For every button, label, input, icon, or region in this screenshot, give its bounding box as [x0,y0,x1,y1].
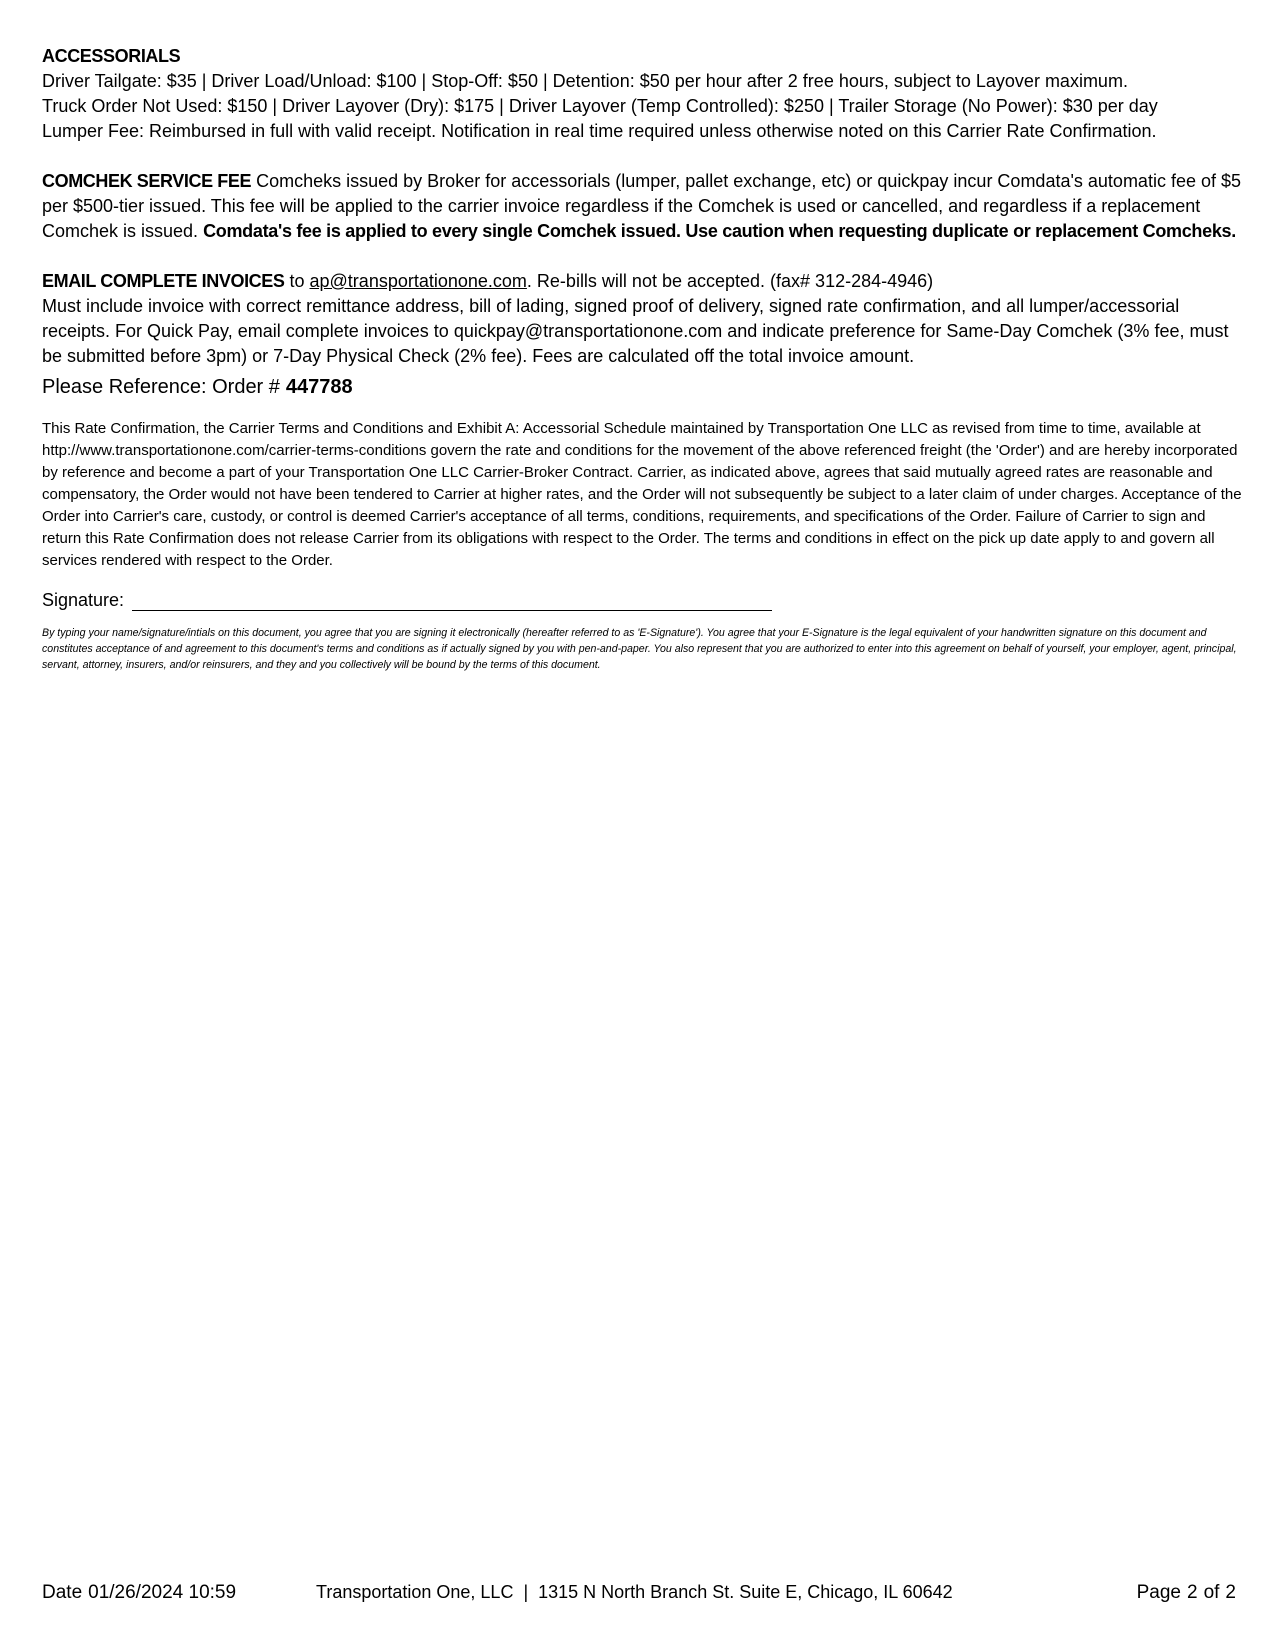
invoices-section [42,269,1242,369]
invoices-heading: EMAIL COMPLETE INVOICES [42,271,285,291]
comchek-warning: Comdata's fee is applied to every single Comchek issued. Use caution when requesting duplicate or replacement Comcheks. [203,221,1236,241]
page-label: Page [1136,1582,1181,1603]
signature-row [42,590,1242,611]
footer-date [42,1582,236,1604]
document-page [42,44,1242,673]
footer-company: Transportation One, LLC | 1315 N North Branch St. Suite E, Chicago, IL 60642 [316,1582,953,1602]
order-reference [42,374,1242,400]
accessorials-heading: ACCESSORIALS [42,46,181,66]
ap-email-link[interactable]: ap@transportationone.com [309,271,527,291]
order-reference-label: Please Reference: Order # [42,376,280,398]
invoices-rebill-note: . Re-bills will not be accepted. (fax# 312-284-4946) [526,271,934,291]
comchek-section [42,169,1242,244]
date-label: Date [42,1582,83,1603]
page-current: 2 [1186,1582,1198,1603]
comchek-text: Comcheks issued by Broker for accessorials (lumper, pallet exchange, etc) or quickpay incur Comdata's automatic fee of $5 per $500-tier issued. This fee will be applied to the carrier invoice regardless if the Comchek is used or cancelled, and regardless if a replacement Comchek is issued. [42,171,1242,241]
order-number: 447788 [285,376,353,398]
page-total: 2 [1225,1582,1236,1603]
accessorials-line: Truck Order Not Used: $150 | Driver Layover (Dry): $175 | Driver Layover (Temp Controlled): $250 | Trailer Storage (No Power): $30 per day [42,96,1158,116]
date-value: 01/26/2024 10:59 [88,1582,237,1603]
accessorials-line: Lumper Fee: Reimbursed in full with valid receipt. Notification in real time required unless otherwise noted on this Carrier Rate Confirmation. [42,121,1157,141]
signature-label: Signature: [42,590,125,610]
accessorials-section [42,44,1242,144]
invoices-text: Must include invoice with correct remittance address, bill of lading, signed proof of delivery, signed rate confirmation, and all lumper/accessorial receipts. For Quick Pay, email complete invoices to quickpay@transportationone.com and indicate preference for Same-Day Comchek (3% fee, must be submitted before 3pm) or 7-Day Physical Check (2% fee). Fees are calculated off the total invoice amount. [42,296,1229,366]
terms-paragraph: This Rate Confirmation, the Carrier Terms and Conditions and Exhibit A: Accessorial Schedule maintained by Transportation One LLC as revised from time to time, available at http://www.transportationone.com/carrier-terms-conditions govern the rate and conditions for the movement of the above referenced freight (the 'Order') and are hereby incorporated by reference and become a part of your Transportation One LLC Carrier-Broker Contract. Carrier, as indicated above, agrees that said mutually agreed rates are reasonable and compensatory, the Order would not have been tendered to Carrier at higher rates, and the Order will not subsequently be subject to a later claim of under charges. Acceptance of the Order into Carrier's care, custody, or control is deemed Carrier's acceptance of all terms, conditions, requirements, and specifications of the Order. Failure of Carrier to sign and return this Rate Confirmation does not release Carrier from its obligations with respect to the Order. The terms and conditions in effect on the pick up date apply to and govern all services rendered with respect to the Order. [42,420,1242,569]
comchek-heading: COMCHEK SERVICE FEE [42,171,252,191]
esignature-notice: By typing your name/signature/intials on this document, you agree that you are signing it electronically (hereafter referred to as 'E-Signature'). You agree that your E-Signature is the legal equivalent of your handwritten signature on this document and constitutes acceptance of and agreement to this document's terms and conditions as if actually signed by you with pen-and-paper. You also represent that you are authorized to enter into this agreement on behalf of yourself, your employer, agent, principal, servant, attorney, insurers, and/or reinsurers, and they and you collectively will be bound by the terms of this document. [42,627,1237,671]
footer-page-number [1137,1582,1236,1604]
accessorials-line: Driver Tailgate: $35 | Driver Load/Unload: $100 | Stop-Off: $50 | Detention: $50 per hour after 2 free hours, subject to Layover maximum. [42,71,1128,91]
page-footer [42,1582,1236,1608]
page-of: of [1203,1582,1220,1603]
signature-field[interactable] [132,592,772,611]
invoices-to: to [284,271,310,291]
